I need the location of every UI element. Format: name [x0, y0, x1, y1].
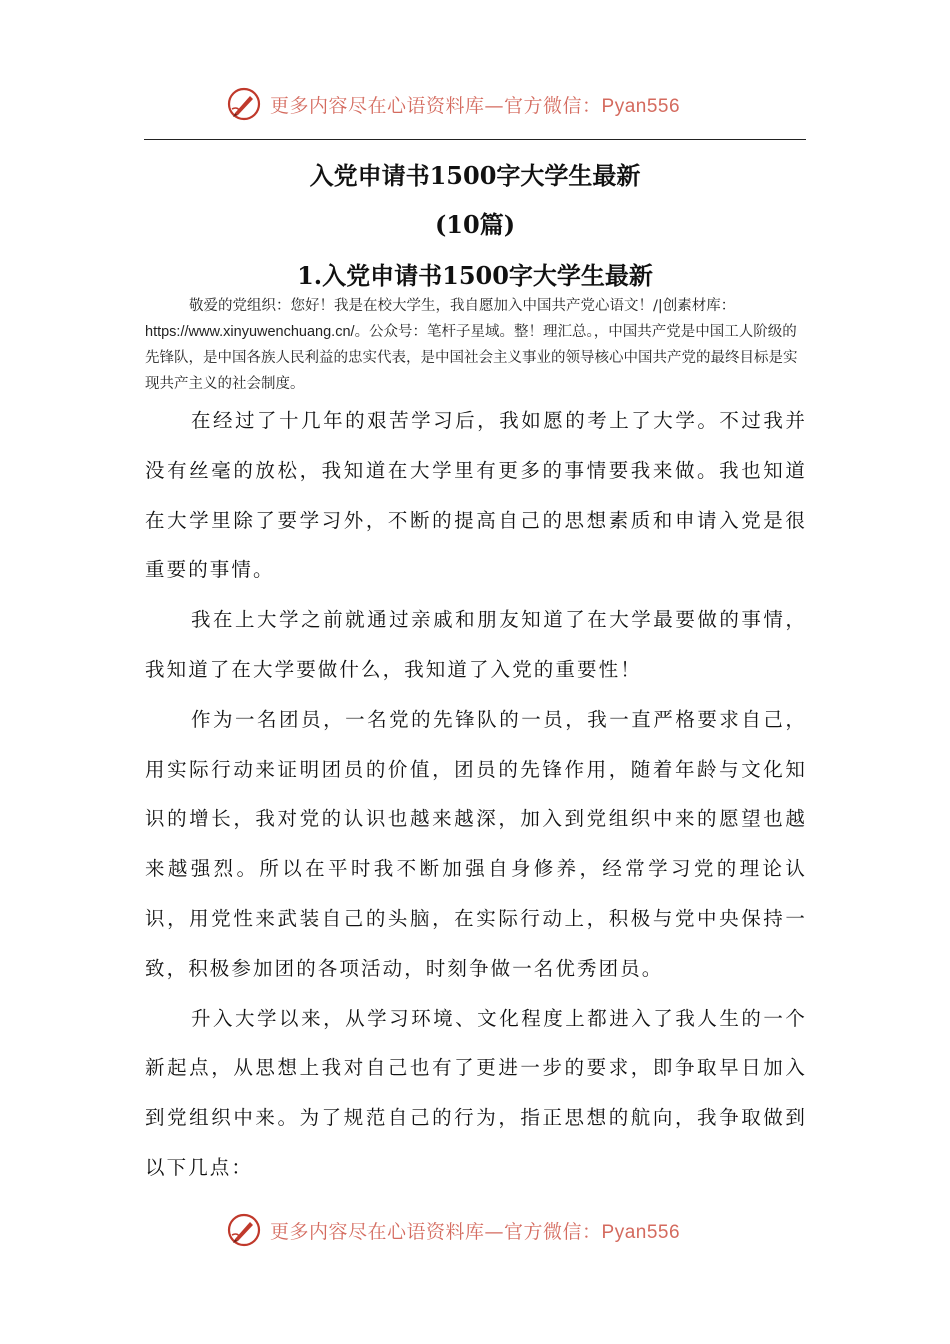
- pen-logo-icon: [226, 86, 262, 122]
- document-title-count: (10篇): [434, 210, 516, 239]
- paragraph: 在经过了十几年的艰苦学习后，我如愿的考上了大学。不过我并没有丝毫的放松，我知道在大学里有更多的事情要我来做。我也知道在大学里除了要学习外，不断的提高自己的思想素质和申请入党是很重要的事情。: [145, 409, 807, 582]
- body-text: [145, 396, 807, 1193]
- paragraph: 我在上大学之前就通过亲戚和朋友知道了在大学最要做的事情，我知道了在大学要做什么，我知道了入党的重要性！: [145, 608, 807, 681]
- document-title: 入党申请书1500字大学生最新: [309, 161, 641, 190]
- header-divider: [144, 139, 806, 140]
- section-heading: 1.入党申请书1500字大学生最新: [297, 261, 653, 290]
- watermark-text: 更多内容尽在心语资料库—官方微信：Pyan556: [270, 1220, 681, 1243]
- pen-logo-icon: [226, 1212, 262, 1248]
- footer-watermark: [226, 1210, 746, 1250]
- paragraph: 升入大学以来，从学习环境、文化程度上都进入了我人生的一个新起点，从思想上我对自己也有了更进一步的要求，即争取早日加入到党组织中来。为了规范自己的行为，指正思想的航向，我争取做到以下几点：: [145, 1006, 807, 1179]
- header-watermark: [226, 84, 746, 124]
- source-url: https://www.xinyuwenchuang.cn/: [145, 324, 355, 340]
- watermark-text: 更多内容尽在心语资料库—官方微信：Pyan556: [270, 94, 681, 117]
- intro-paragraph: 敬爱的党组织：您好！我是在校大学生，我自愿加入中国共产党心语文！/|创素材库：https://www.xinyuwenchuang.cn/。公众号：笔杆子星域。整！理汇总。，中国共产党是中国工人阶级的先锋队，是中国各族人民利益的忠实代表，是中国社会主义事业的领导核心中国共产党的最终目标是实现共产主义的社会制度。: [145, 298, 798, 392]
- paragraph: 作为一名团员，一名党的先锋队的一员，我一直严格要求自己，用实际行动来证明团员的价值，团员的先锋作用，随着年龄与文化知识的增长，我对党的认识也越来越深，加入到党组织中来的愿望也越来越强烈。所以在平时我不断加强自身修养，经常学习党的理论认识，用党性来武装自己的头脑，在实际行动上，积极与党中央保持一致，积极参加团的各项活动，时刻争做一名优秀团员。: [145, 707, 807, 980]
